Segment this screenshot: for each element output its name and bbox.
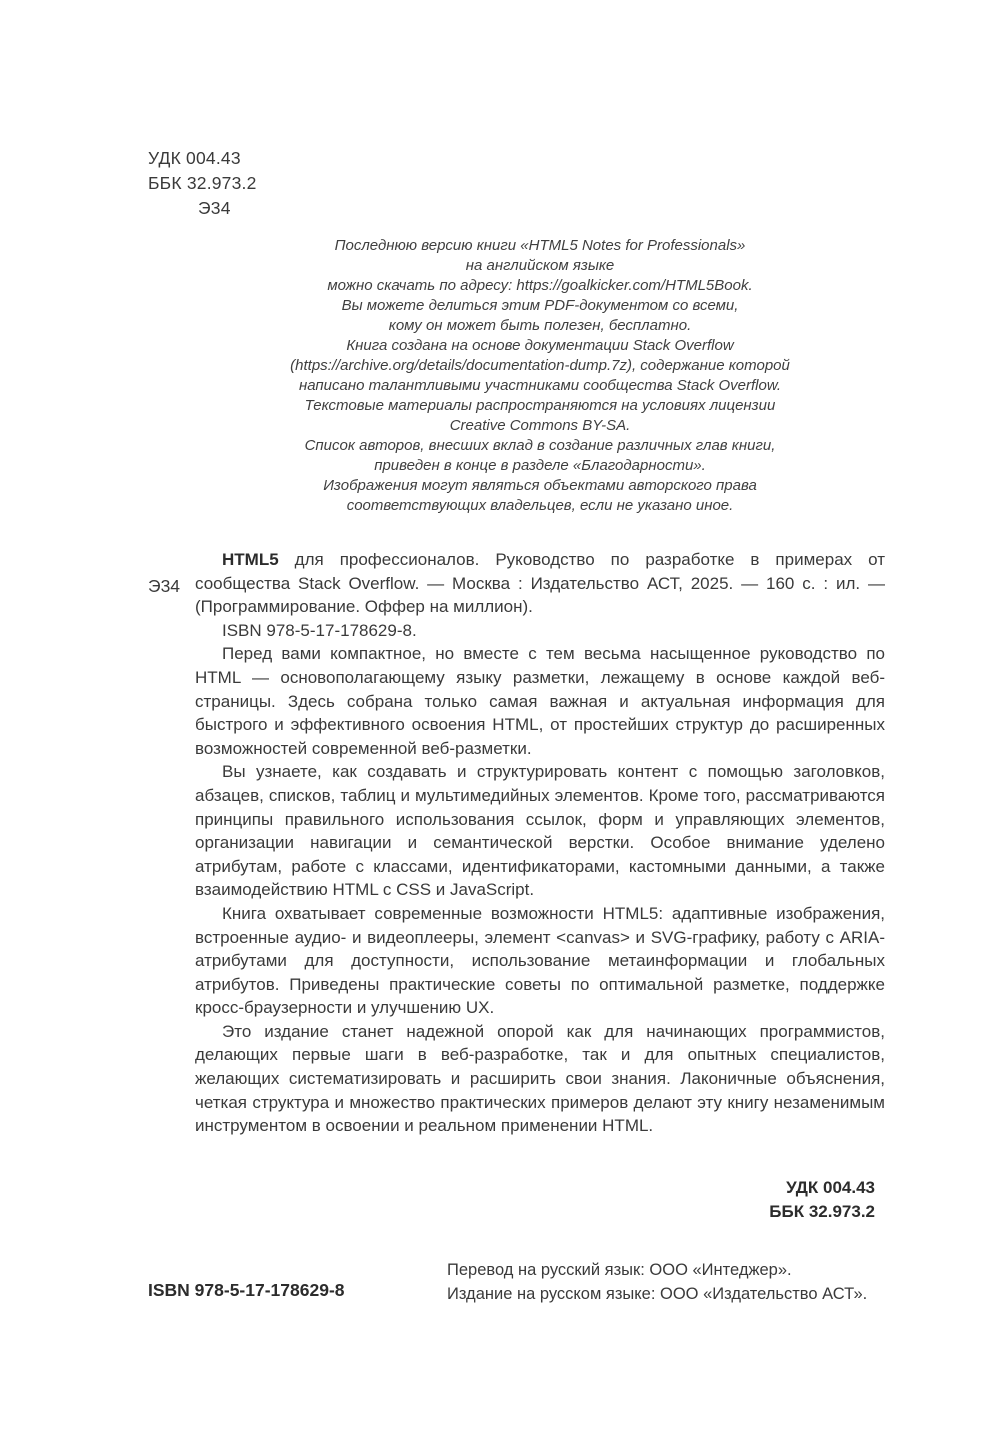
translation-credits — [447, 1258, 867, 1306]
notice-line: можно скачать по адресу: https://goalkicker.com/HTML5Book. — [327, 277, 753, 294]
notice-line: Изображения могут являться объектами авторского права — [323, 477, 757, 494]
annotation-paragraph: Книга охватывает современные возможности HTML5: адаптивные изображения, встроенные аудио- и видеоплееры, элемент <canvas> и SVG-графику, работу с ARIA-атрибутами для доступности, использование метаинформации и глобальных атрибутов. Приведены практические советы по оптимальной разметке, поддержке кросс-браузерности и улучшению UX. — [195, 903, 885, 1018]
footer-codes-block — [769, 1176, 875, 1224]
bbk-code-bottom: ББК 32.973.2 — [769, 1202, 875, 1221]
notice-line: Список авторов, внесших вклад в создание различных глав книги, — [304, 437, 776, 454]
bibliographic-text: для профессионалов. Руководство по разработке в примерах от сообщества Stack Overflow. — Москва : Издательство АСТ, 2025. — 160 с. : ил. — (Программирование. Оффер на миллион). — [195, 550, 885, 617]
edition-notice — [195, 236, 885, 516]
notice-line: приведен в конце в разделе «Благодарности». — [374, 457, 706, 474]
bbk-code-top: ББК 32.973.2 — [148, 173, 257, 193]
bibliographic-description — [195, 548, 885, 619]
author-sign-margin: Э34 — [148, 576, 181, 596]
notice-line: соответствующих владельцев, если не указано иное. — [346, 497, 734, 514]
notice-line: (https://archive.org/details/documentation-dump.7z), содержание которой — [290, 357, 790, 374]
notice-line: на английском языке — [465, 257, 615, 274]
top-codes-block — [148, 146, 257, 221]
annotation-paragraph: Вы узнаете, как создавать и структурировать контент с помощью заголовков, абзацев, списков, таблиц и мультимедийных элементов. Кроме того, рассматриваются принципы правильного использования ссылок, форм и управляющих элементов, организации навигации и семантической верстки. Особое внимание уделено атрибутам, работе с классами, идентификаторами, кастомными данными, а также взаимодействию HTML с CSS и JavaScript. — [195, 762, 885, 900]
notice-line: Книга создана на основе документации Stack Overflow — [346, 337, 734, 354]
notice-line: Creative Commons BY-SA. — [449, 417, 631, 434]
translation-line: Издание на русском языке: ООО «Издательство АСТ». — [447, 1285, 868, 1303]
notice-line: Текстовые материалы распространяются на условиях лицензии — [304, 397, 776, 414]
isbn-bottom: ISBN 978-5-17-178629-8 — [148, 1280, 345, 1300]
notice-line: написано талантливыми участниками сообщества Stack Overflow. — [299, 377, 781, 394]
notice-line: Последнюю версию книги «HTML5 Notes for Professionals» — [334, 237, 746, 254]
author-sign-top: Э34 — [198, 198, 231, 218]
udk-code-top: УДК 004.43 — [148, 148, 241, 168]
translation-line: Перевод на русский язык: ООО «Интеджер». — [447, 1261, 792, 1279]
annotation-paragraph: Перед вами компактное, но вместе с тем весьма насыщенное руководство по HTML — основополагающему языку разметки, лежащему в основе каждой веб-страницы. Здесь собрана только самая важная и актуальная информация для быстрого и эффективного освоения HTML, от простейших структур до расширенных возможностей современной веб-разметки. — [195, 644, 885, 758]
annotation-paragraph: Это издание станет надежной опорой как для начинающих программистов, делающих первые шаги в веб-разработке, так и для опытных специалистов, желающих систематизировать и расширить свои знания. Лаконичные объяснения, четкая структура и множество практических примеров делают эту книгу незаменимым инструментом в освоении и реальном применении HTML. — [195, 1021, 885, 1136]
book-title-lead: HTML5 — [222, 550, 279, 569]
udk-code-bottom: УДК 004.43 — [786, 1178, 875, 1197]
annotation-block — [195, 548, 885, 1138]
notice-line: Вы можете делиться этим PDF-документом со всеми, — [341, 297, 739, 314]
notice-line: кому он может быть полезен, бесплатно. — [388, 317, 692, 334]
isbn-line: ISBN 978-5-17-178629-8. — [222, 620, 417, 640]
